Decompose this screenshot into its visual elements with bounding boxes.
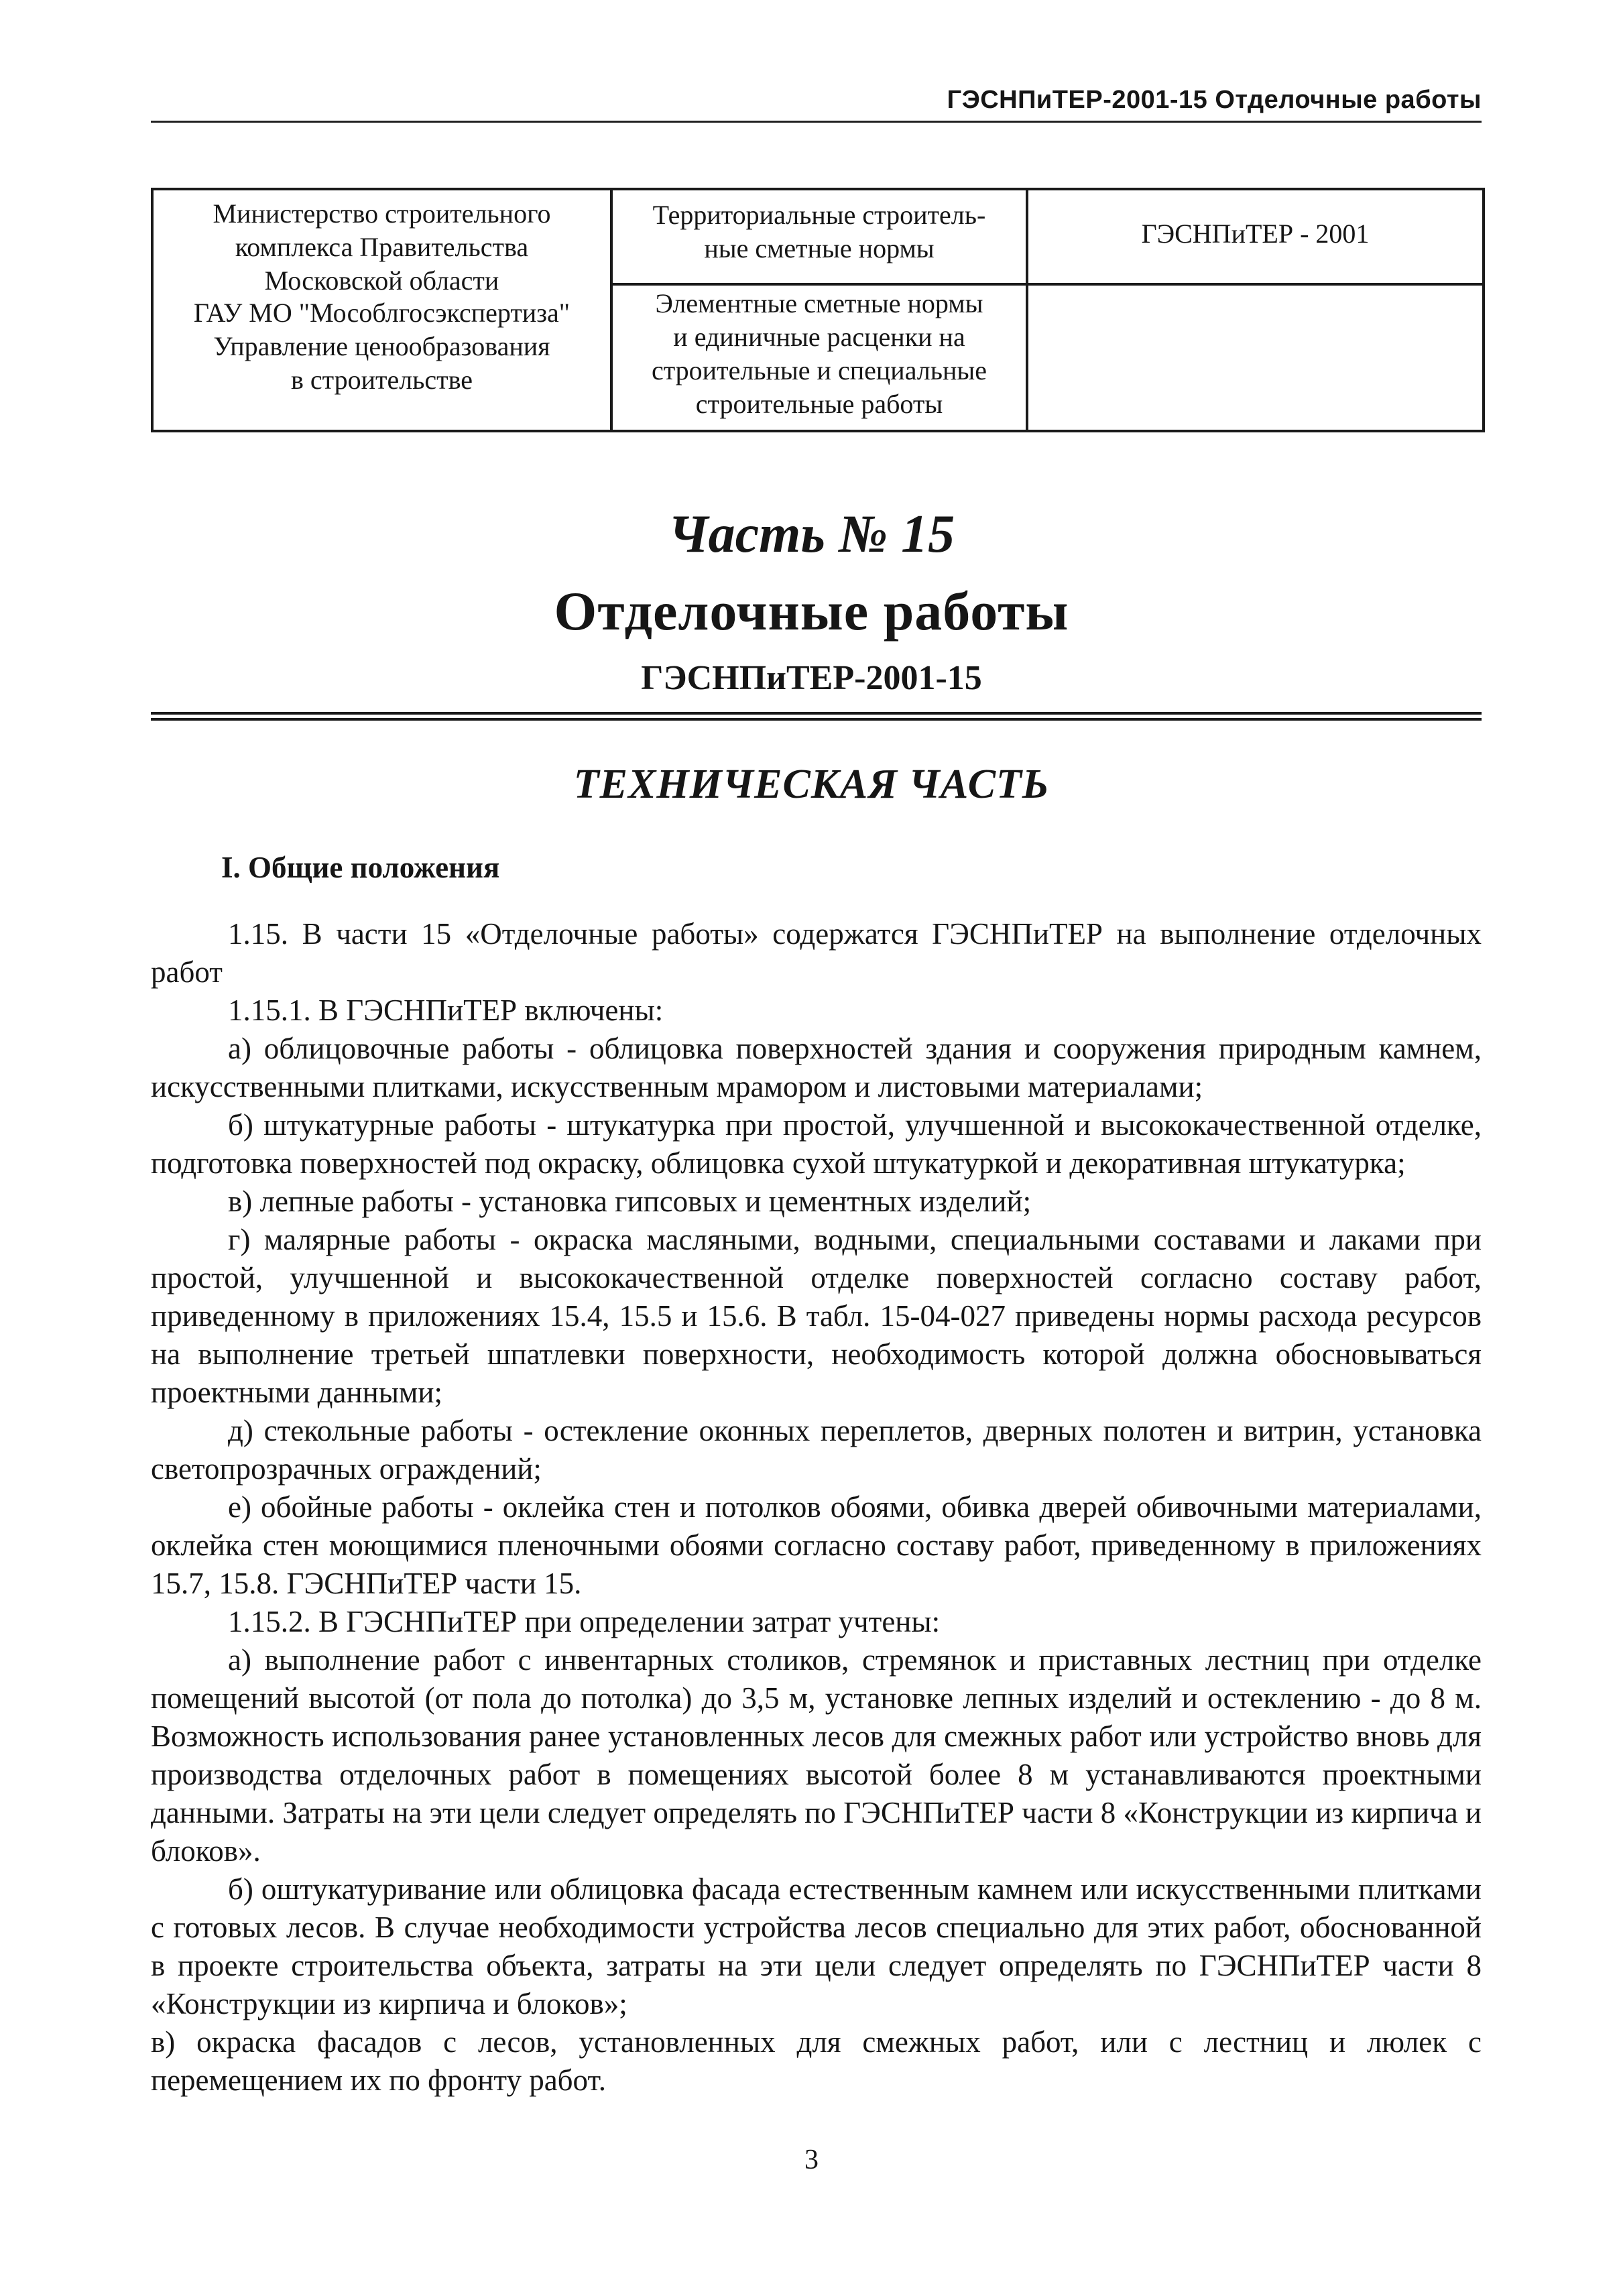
- blank-cell: [1028, 286, 1482, 430]
- header-table: [151, 188, 1485, 432]
- part-title: Часть № 15: [668, 505, 955, 564]
- header-rule: [151, 121, 1482, 123]
- paragraph: в) окраска фасадов с лесов, установленных для смежных работ, или с лестниц и люлек с перемещением их по фронту работ.: [151, 2025, 1482, 2097]
- organization-cell: [154, 190, 613, 430]
- paragraph: а) облицовочные работы - облицовка поверхностей здания и сооружения природным камнем, искусственными плитками, искусственным мрамором и листовыми материалами;: [151, 1032, 1482, 1103]
- paragraph: 1.15. В части 15 «Отделочные работы» содержатся ГЭСНПиТЕР на выполнение отделочных работ: [151, 917, 1482, 989]
- norms-subtype-cell: Элементные сметные нормы и единичные расценки на строительные и специальные строительные работы: [613, 286, 1028, 430]
- paragraph: а) выполнение работ с инвентарных столиков, стремянок и приставных лестниц при отделке помещений высотой (от пола до потолка) до 3,5 м, установке лепных изделий и остеклению - до 8 м. Возможность использования ранее установленных лесов для смежных работ или устройство вновь для производства отделочных работ в помещениях высотой более 8 м устанавливаются проектными данными. Затраты на эти цели следует определять по ГЭСНПиТЕР части 8 «Конструкции из кирпича и блоков».: [151, 1643, 1482, 1868]
- title-double-rule: [151, 712, 1482, 721]
- paragraph: г) малярные работы - окраска масляными, водными, специальными составами и лаками при простой, улучшенной и высококачественной отделке поверхностей согласно составу работ, приведенному в приложениях 15.4, 15.5 и 15.6. В табл. 15-04-027 приведены нормы расхода ресурсов на выполнение третьей шпатлевки поверхности, необходимость которой должна обосновываться проектными данными;: [151, 1223, 1482, 1409]
- paragraph: д) стекольные работы - остекление оконных переплетов, дверных полотен и витрин, установка светопрозрачных ограждений;: [151, 1414, 1482, 1486]
- norms-type-cell: Территориальные строитель- ные сметные нормы: [613, 190, 1028, 286]
- page-number: 3: [804, 2144, 819, 2175]
- paragraph: 1.15.2. В ГЭСНПиТЕР при определении затрат учтены:: [228, 1605, 941, 1638]
- paragraph: 1.15.1. В ГЭСНПиТЕР включены:: [228, 993, 664, 1027]
- code-cell: ГЭСНПиТЕР - 2001: [1028, 190, 1482, 286]
- paragraph: б) оштукатуривание или облицовка фасада естественным камнем или искусственными плитками с готовых лесов. В случае необходимости устройства лесов специально для этих работ, обоснованной в проекте строительства объекта, затраты на эти цели следует определять по ГЭСНПиТЕР части 8 «Конструкции из кирпича и блоков»;: [151, 1872, 1482, 2020]
- ministry-name: Министерство строительного комплекса Правительства Московской области: [213, 198, 551, 296]
- paragraph: б) штукатурные работы - штукатурка при простой, улучшенной и высококачественной отделке, подготовка поверхностей под окраску, облицовка сухой штукатуркой и декоративная штукатурка;: [151, 1108, 1482, 1180]
- paragraph: в) лепные работы - установка гипсовых и цементных изделий;: [228, 1185, 1032, 1218]
- body-text: [151, 915, 1482, 2100]
- running-header: ГЭСНПиТЕР-2001-15 Отделочные работы: [947, 86, 1482, 114]
- agency-name: ГАУ МО "Мособлгосэкспертиза" Управление ценообразования в строительстве: [193, 298, 570, 395]
- section-title: I. Общие положения: [221, 851, 500, 884]
- document-code: ГЭСНПиТЕР-2001-15: [641, 659, 982, 697]
- tech-part-title: ТЕХНИЧЕСКАЯ ЧАСТЬ: [573, 762, 1050, 807]
- document-title: Отделочные работы: [554, 581, 1069, 642]
- paragraph: е) обойные работы - оклейка стен и потолков обоями, обивка дверей обивочными материалами, оклейка стен моющимися пленочными обоями согласно составу работ, приведенному в приложениях 15.7, 15.8. ГЭСНПиТЕР части 15.: [151, 1490, 1482, 1600]
